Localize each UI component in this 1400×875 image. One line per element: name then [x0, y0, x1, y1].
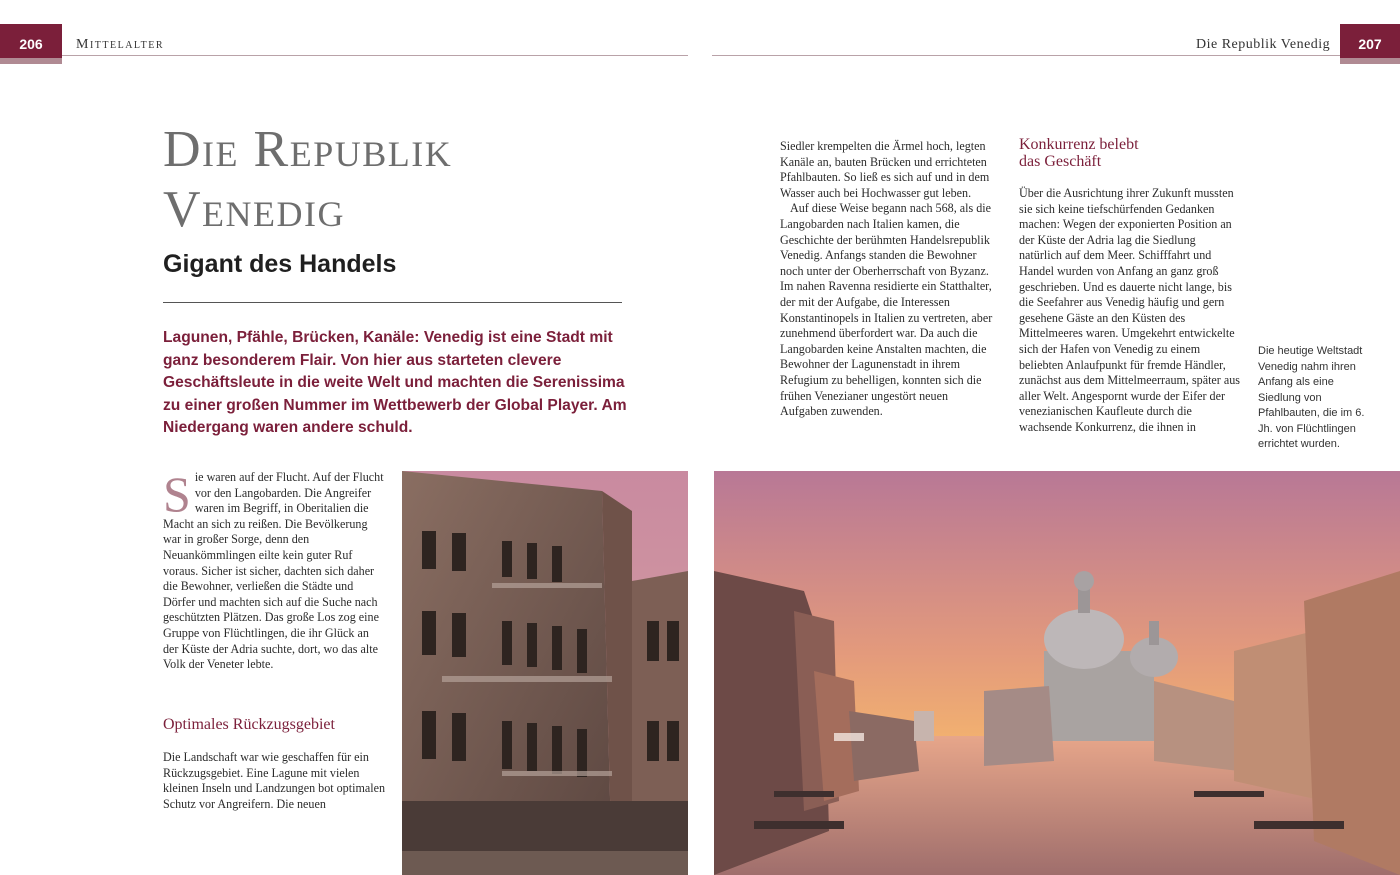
section-heading-konkurrenz-line1: Konkurrenz belebt — [1019, 136, 1139, 153]
page-number-band — [0, 58, 62, 64]
paragraph-4: Auf diese Weise begann nach 568, als die Langobarden nach Italien kamen, die Geschichte der berühmten Handelsrepublik Venedig. Anfangs standen die Bewohner noch unter der Oberherrschaft von Byzanz. Im nahen Ravenna residierte ein Statthalter, der mit der Aufgabe, die Interessen Konstantinopels in Italien zu vertreten, aber zunehmend überfordert war. Da auch die Langobarden keine Anstalten machten, die Bewohner der Lagunenstadt in ihrem Refugium zu behelligen, konnten sich die frühen Venezianer ungestört neuen Aufgaben zuwenden. — [780, 201, 993, 419]
paragraph-3: Siedler krempelten die Ärmel hoch, legten Kanäle an, bauten Brücken und errichteten Pfahlbauten. So ließ es sich auf und in dem Wasser auch bei Hochwasser gut leben. — [780, 139, 990, 200]
header-rule-right — [712, 55, 1340, 56]
article-title-line2: Venedig — [163, 181, 346, 238]
body-column-1 — [163, 466, 385, 673]
lead-paragraph: Lagunen, Pfähle, Brücken, Kanäle: Venedig ist eine Stadt mit ganz besonderem Flair. Von hier aus starteten clevere Geschäftsleute in die weite Welt und machten die Serenissima zu einer großen Nummer im Wettbewerb der Global Player. Am Niedergang waren andere schuld. — [163, 329, 627, 436]
section-heading-rueckzug: Optimales Rückzugsgebiet — [163, 716, 335, 733]
section-heading-konkurrenz — [1019, 136, 1139, 170]
paragraph-2: Die Landschaft war wie geschaffen für ein Rückzugsgebiet. Eine Lagune mit vielen kleinen Inseln und Landzungen bot optimalen Schutz vor Angreifern. Die neuen — [163, 750, 385, 811]
running-head-right: Die Republik Venedig — [1196, 37, 1331, 52]
page-number-left — [0, 24, 62, 64]
article-title — [163, 120, 452, 240]
paragraph-5: Über die Ausrichtung ihrer Zukunft mussten sie sich keine tiefschürfenden Gedanken machen: Wegen der exponierten Position an der Küste der Adria lag die Siedlung natürlich auf dem Meer. Schifffahrt und Handel wurden von Anfang an ganz groß geschrieben. Und es dauerte nicht lange, bis die Seefahrer aus Venedig häufig und gern gesehene Gäste an den Küsten des Mittelmeeres waren. Umgekehrt entwickelte sich der Hafen von Venedig zu einem beliebten Anlaufpunkt für fremde Händler, zunächst aus dem Mittelmeerraum, später aus aller Welt. Angespornt wurde der Eifer der venezianischen Kaufleute durch die wachsende Konkurrenz, die ihnen in — [1019, 186, 1240, 434]
page-number-right-text: 207 — [1358, 36, 1382, 52]
page-number-right — [1340, 24, 1400, 64]
running-head-left: Mittelalter — [76, 37, 165, 52]
paragraph-1: ie waren auf der Flucht. Auf der Flucht vor den Langobarden. Die Angreifer waren im Begriff, in Oberitalien die Macht an sich zu reißen. Die Bevölkerung war in großer Sorge, denn den Neuankömmlingen eilte kein guter Ruf voraus. Sicher ist sicher, dachten sich daher die Bewohner, verließen die Städte und Dörfer und machten sich auf die Suche nach geschützten Plätzen. Das große Los zog eine Gruppe von Flüchtlingen, die ihr Glück an der Küste der Adria suchte, dort, wo das alte Volk der Veneter lebte. — [163, 470, 384, 672]
header-rule-left — [62, 55, 688, 56]
photo-grand-canal — [714, 471, 1400, 875]
section-heading-konkurrenz-line2: das Geschäft — [1019, 153, 1102, 170]
article-title-line1: Die Republik — [163, 121, 453, 178]
page-number-left-text: 206 — [19, 36, 43, 52]
photo-caption: Die heutige Weltstadt Venedig nahm ihren Anfang als eine Siedlung von Pfahlbauten, die im 6. Jh. von Flüchtlingen errichtet wurden. — [1258, 345, 1365, 450]
photo-palazzo — [402, 471, 688, 875]
article-subtitle: Gigant des Handels — [163, 250, 397, 278]
title-rule — [163, 302, 622, 303]
body-column-3 — [780, 139, 998, 420]
drop-cap: S — [163, 466, 191, 522]
body-column-4 — [1019, 186, 1241, 436]
page-number-band — [1340, 58, 1400, 64]
